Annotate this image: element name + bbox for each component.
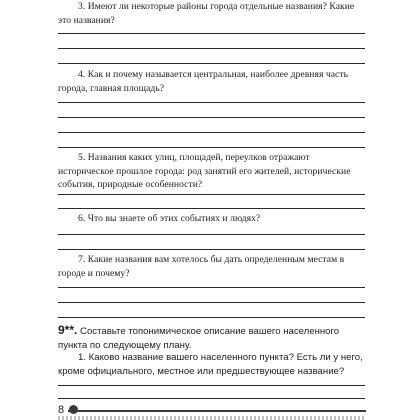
- question-3: 3. Имеют ли некоторые районы города отдельные названия? Какие это названия?: [58, 1, 355, 26]
- answer-line: [58, 147, 365, 148]
- answer-line: [58, 63, 365, 64]
- question-5: 5. Названия каких улиц, площадей, переулков отражают историческое прошлое города: род занятий его жителей, исторические события, природные особенности?: [58, 152, 351, 190]
- answer-line: [58, 287, 365, 288]
- answer-line: [58, 132, 365, 133]
- question-7: 7. Какие названия вам хотелось бы дать определенным местам в городе и почему?: [58, 254, 345, 279]
- answer-line: [58, 398, 365, 399]
- answer-line: [58, 385, 365, 386]
- footer-bullet-icon: [69, 405, 78, 414]
- answer-line: [58, 249, 365, 250]
- answer-line: [58, 317, 365, 318]
- question-4: 4. Как и почему называется центральная, наиболее древняя часть города, главная площадь?: [58, 69, 349, 94]
- answer-line: [58, 302, 365, 303]
- footer-edge: [58, 416, 366, 420]
- question-6: 6. Что вы знаете об этих событиях и людях?: [78, 213, 261, 224]
- answer-line: [58, 48, 365, 49]
- task-9-item-1: 1. Каково название вашего населенного пункта? Есть ли у него, кроме официального, местное или предшествующее название?: [58, 352, 363, 377]
- answer-line: [58, 234, 365, 235]
- answer-line: [58, 194, 365, 195]
- answer-line: [58, 117, 365, 118]
- page-number: 8: [58, 404, 65, 416]
- answer-line: [58, 102, 365, 103]
- answer-line: [58, 208, 365, 209]
- task-text: Составьте топонимическое описание вашего населенного пункта по следующему плану.: [58, 326, 340, 351]
- footer-bar: [68, 410, 366, 412]
- task-number: 9**.: [58, 323, 78, 337]
- answer-line: [58, 33, 365, 34]
- task-9-heading: [58, 324, 368, 352]
